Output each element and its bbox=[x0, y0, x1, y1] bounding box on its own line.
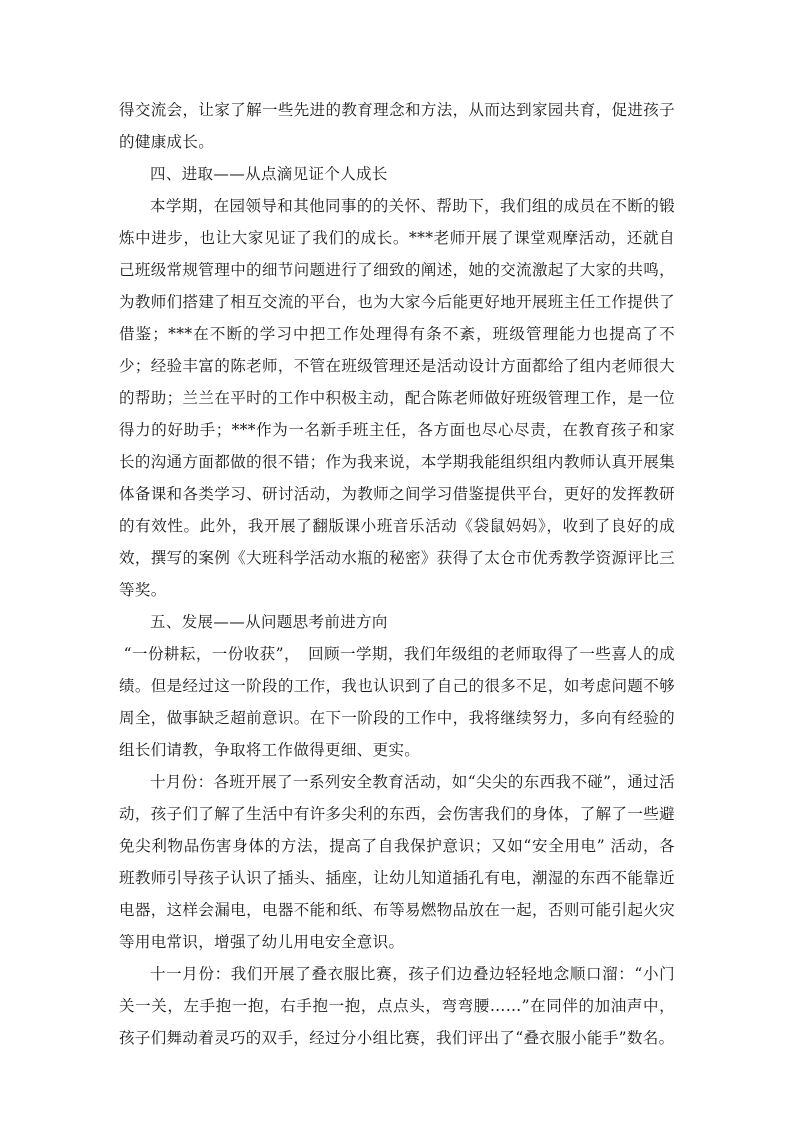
section-heading-4: 四、进取——从点滴见证个人成长 bbox=[150, 165, 388, 183]
paragraph-reflection: “一份耕耘，一份收获”， 回顾一学期，我们年级组的老师取得了一些喜人的成绩。但是经过这一阶段的工作，我也认识到了自己的很多不足，如考虑问题不够周全，做事缺乏超前意识。在下一阶段的工作中，我将继续努力，多向有经验的组长们请教，争取将工作做得更细、更实。 bbox=[119, 645, 675, 759]
paragraph-personal-growth: 本学期，在园领导和其他同事的的关怀、帮助下，我们组的成员在不断的锻炼中进步，也让大家见证了我们的成长。***老师开展了课堂观摩活动，还就自己班级常规管理中的细节问题进行了细致的阐述，她的交流激起了大家的共鸣，为教师们搭建了相互交流的平台，也为大家今后能更好地开展班主任工作提供了借鉴；***在不断的学习中把工作处理得有条不紊，班级管理能力也提高了不少；经验丰富的陈老师，不管在班级管理还是活动设计方面都给了组内老师很大的帮助；兰兰在平时的工作中积极主动，配合陈老师做好班级管理工作，是一位得力的好助手；***作为一名新手班主任，各方面也尽心尽责，在教育孩子和家长的沟通方面都做的很不错；作为我来说，本学期我能组织组内教师认真开展集体备课和各类学习、研讨活动，为教师之间学习借鉴提供平台，更好的发挥教研的有效性。此外，我开展了翻版课小班音乐活动《袋鼠妈妈》，收到了良好的成效，撰写的案例《大班科学活动水瓶的秘密》获得了太仓市优秀教学资源评比三等奖。 bbox=[119, 197, 675, 599]
paragraph-continued: 得交流会，让家了解一些先进的教育理念和方法，从而达到家园共育，促进孩子的健康成长。 bbox=[119, 101, 675, 151]
paragraph-november: 十一月份：我们开展了叠衣服比赛，孩子们边叠边轻轻地念顺口溜：“小门关一关，左手抱一抱，右手抱一抱，点点头，弯弯腰……”在同伴的加油声中，孩子们舞动着灵巧的双手，经过分小组比赛，我们评出了“叠衣服小能手”数名。 bbox=[119, 965, 675, 1047]
document-body bbox=[119, 94, 675, 1054]
section-heading-5: 五、发展——从问题思考前进方向 bbox=[150, 613, 388, 631]
paragraph-october: 十月份：各班开展了一系列安全教育活动，如“尖尖的东西我不碰”，通过活动，孩子们了解了生活中有许多尖利的东西，会伤害我们的身体，了解了一些避免尖利物品伤害身体的方法，提高了自我保护意识；又如“安全用电” 活动，各班教师引导孩子认识了插头、插座，让幼儿知道插孔有电，潮湿的东西不能靠近电器，这样会漏电，电器不能和纸、布等易燃物品放在一起，否则可能引起火灾等用电常识，增强了幼儿用电安全意识。 bbox=[119, 773, 675, 951]
